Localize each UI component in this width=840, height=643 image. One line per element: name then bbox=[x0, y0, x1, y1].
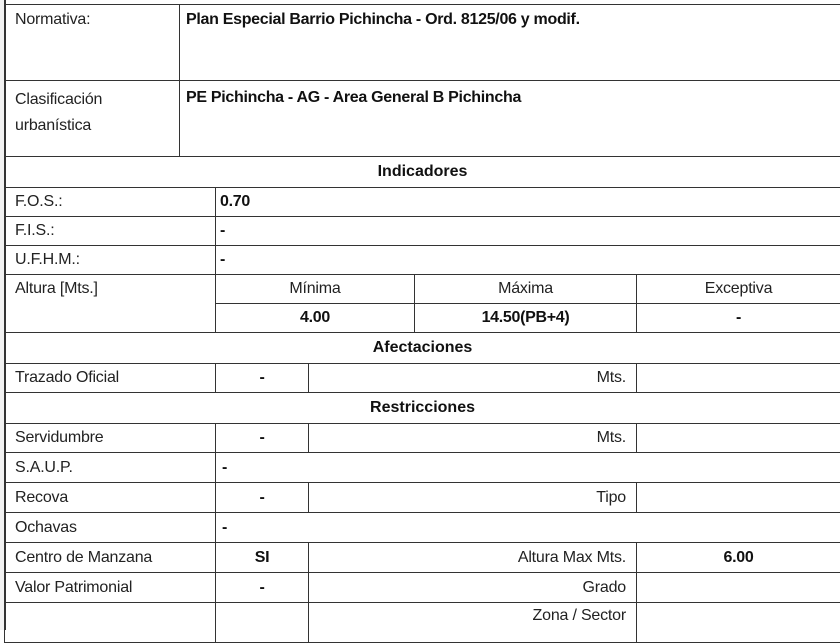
minima-value: 4.00 bbox=[216, 304, 415, 333]
afectaciones-header-row bbox=[5, 333, 840, 364]
restricciones-title: Restricciones bbox=[5, 393, 840, 424]
exceptiva-value: - bbox=[637, 304, 840, 333]
ochavas-row bbox=[5, 513, 840, 543]
minima-label: Mínima bbox=[216, 275, 415, 304]
servidumbre-unit: Mts. bbox=[309, 424, 637, 453]
fis-label: F.I.S.: bbox=[5, 217, 216, 246]
recova-tipo: Tipo bbox=[309, 483, 637, 513]
clasificacion-label-line1: Clasificación bbox=[15, 87, 169, 113]
clasificacion-row bbox=[5, 81, 840, 157]
ochavas-value: - bbox=[216, 513, 840, 543]
normativa-value: Plan Especial Barrio Pichincha - Ord. 8125/06 y modif. bbox=[180, 5, 840, 81]
recova-tipo-value bbox=[637, 483, 840, 513]
afectaciones-title: Afectaciones bbox=[5, 333, 840, 364]
zoning-table bbox=[4, 4, 840, 643]
normativa-row bbox=[5, 5, 840, 81]
clasificacion-label bbox=[5, 81, 180, 157]
servidumbre-value: - bbox=[216, 424, 309, 453]
zona-value bbox=[637, 603, 840, 643]
valor-value: - bbox=[216, 573, 309, 603]
fos-value: 0.70 bbox=[216, 188, 840, 217]
trazado-value: - bbox=[216, 364, 309, 393]
recova-row bbox=[5, 483, 840, 513]
centro-altura-label: Altura Max Mts. bbox=[309, 543, 637, 573]
centro-altura-value: 6.00 bbox=[637, 543, 840, 573]
valor-grado-value bbox=[637, 573, 840, 603]
altura-header-row bbox=[5, 275, 840, 304]
valor-label: Valor Patrimonial bbox=[5, 573, 216, 603]
zona-empty-value bbox=[216, 603, 309, 643]
servidumbre-row bbox=[5, 424, 840, 453]
fis-value: - bbox=[216, 217, 840, 246]
ufhm-row bbox=[5, 246, 840, 275]
normativa-label: Normativa: bbox=[5, 5, 180, 81]
maxima-value: 14.50(PB+4) bbox=[415, 304, 637, 333]
restricciones-header-row bbox=[5, 393, 840, 424]
fos-row bbox=[5, 188, 840, 217]
servidumbre-label: Servidumbre bbox=[5, 424, 216, 453]
saup-row bbox=[5, 453, 840, 483]
indicadores-header-row bbox=[5, 157, 840, 188]
altura-label: Altura [Mts.] bbox=[5, 275, 216, 333]
ochavas-label: Ochavas bbox=[5, 513, 216, 543]
centro-row bbox=[5, 543, 840, 573]
valor-grado: Grado bbox=[309, 573, 637, 603]
valor-row bbox=[5, 573, 840, 603]
maxima-label: Máxima bbox=[415, 275, 637, 304]
clasificacion-value: PE Pichincha - AG - Area General B Pichincha bbox=[180, 81, 840, 157]
recova-label: Recova bbox=[5, 483, 216, 513]
saup-label: S.A.U.P. bbox=[5, 453, 216, 483]
trazado-measure bbox=[637, 364, 840, 393]
zona-empty-label bbox=[5, 603, 216, 643]
centro-value: SI bbox=[216, 543, 309, 573]
ufhm-value: - bbox=[216, 246, 840, 275]
ufhm-label: U.F.H.M.: bbox=[5, 246, 216, 275]
servidumbre-measure bbox=[637, 424, 840, 453]
zona-row bbox=[5, 603, 840, 643]
clasificacion-label-line2: urbanística bbox=[15, 113, 169, 139]
fis-row bbox=[5, 217, 840, 246]
zona-label: Zona / Sector bbox=[309, 603, 637, 643]
centro-label: Centro de Manzana bbox=[5, 543, 216, 573]
indicadores-title: Indicadores bbox=[5, 157, 840, 188]
trazado-unit: Mts. bbox=[309, 364, 637, 393]
saup-value: - bbox=[216, 453, 840, 483]
trazado-label: Trazado Oficial bbox=[5, 364, 216, 393]
fos-label: F.O.S.: bbox=[5, 188, 216, 217]
recova-value: - bbox=[216, 483, 309, 513]
exceptiva-label: Exceptiva bbox=[637, 275, 840, 304]
trazado-row bbox=[5, 364, 840, 393]
